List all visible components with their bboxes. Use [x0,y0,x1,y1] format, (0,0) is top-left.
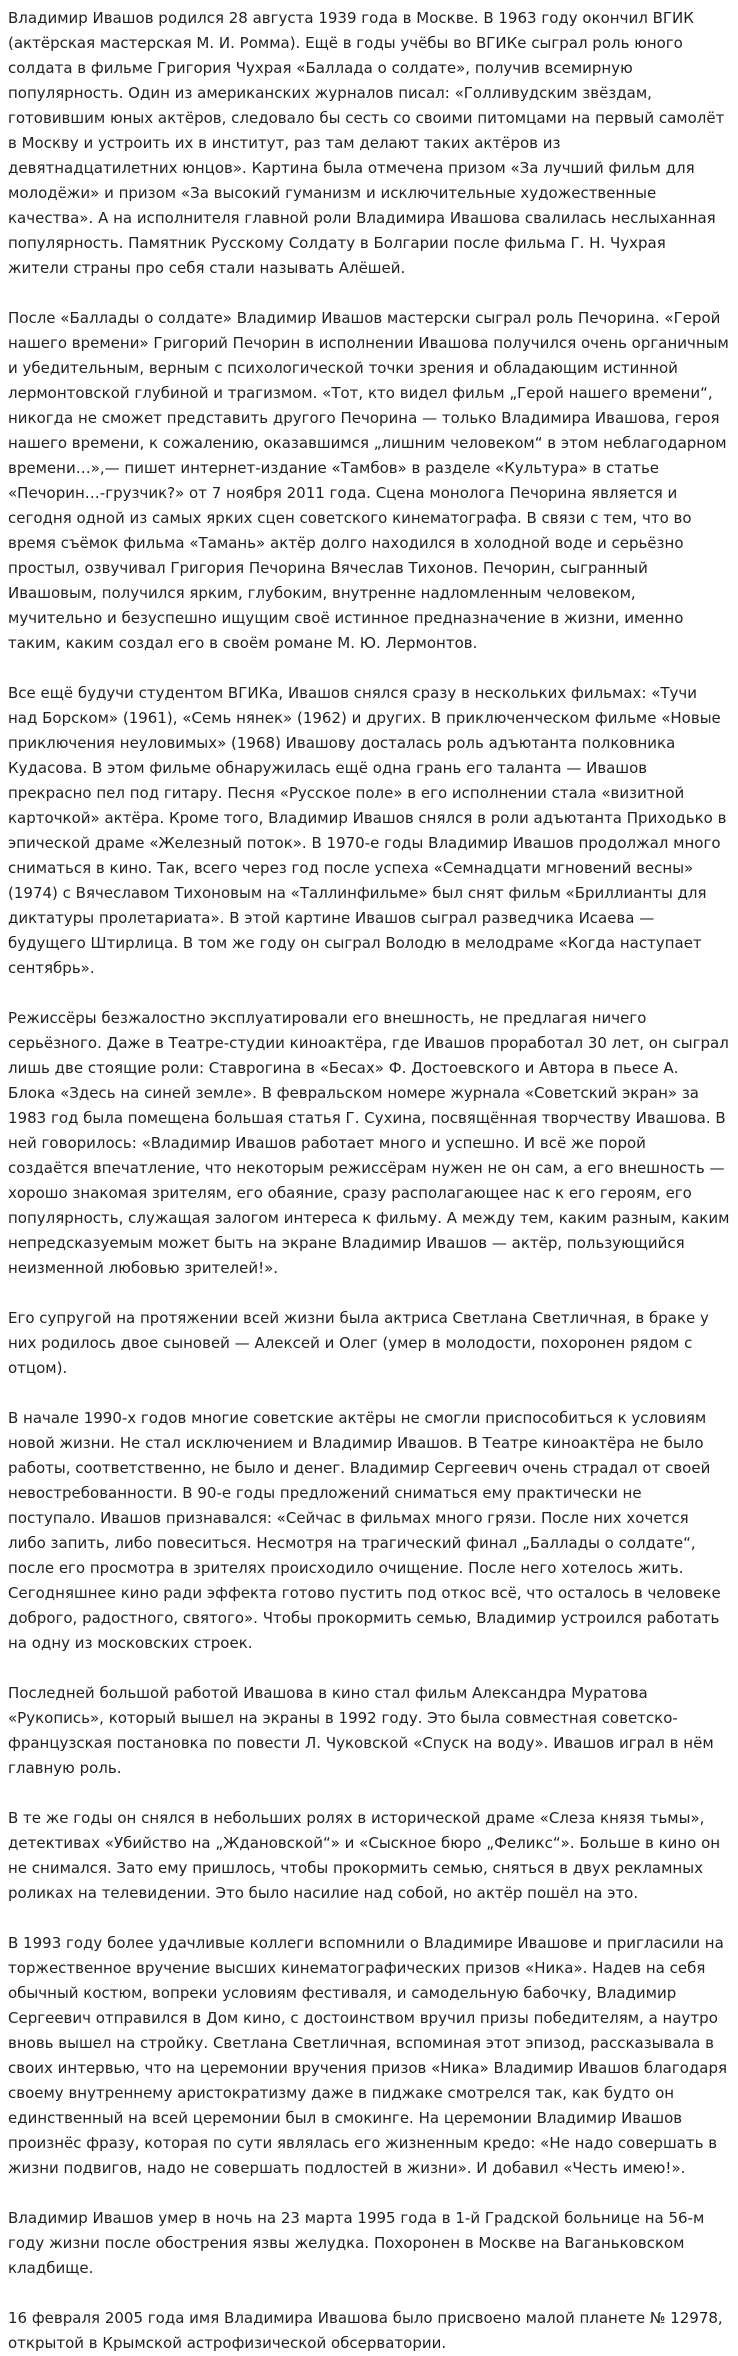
paragraph-family: Его супругой на протяжении всей жизни была актриса Светлана Светличная, в браке у них родилось двое сыновей — Алексей и Олег (умер в молодости, похоронен рядом с отцом). [8,1309,709,1377]
paragraph-small-roles: В те же годы он снялся в небольших ролях в исторической драме «Слеза князя тьмы», детективах «Убийство на „Ждановской“» и «Сыскное бюро „Феликс“». Больше в кино он не снимался. Зато ему пришлось, чтобы прокормить семью, сняться в двух рекламных роликах на телевидении. Это было насилие над собой, но актёр пошёл на это. [8,1809,721,1902]
paragraph-1960s-1970s-films: Все ещё будучи студентом ВГИКа, Ивашов снялся сразу в нескольких фильмах: «Тучи над Борском» (1961), «Семь нянек» (1962) и других. В приключенческом фильме «Новые приключения неуловимых» (1968) Ивашову досталась роль адъютанта полковника Кудасова. В этом фильме обнаружилась ещё одна грань его таланта — Ивашов прекрасно пел под гитару. Песня «Русское поле» в его исполнении стала «визитной карточкой» актёра. Кроме того, Владимир Ивашов снялся в роли адъютанта Приходько в эпической драме «Железный поток». В 1970-е годы Владимир Ивашов продолжал много сниматься в кино. Так, всего через год после успеха «Семнадцати мгновений весны» (1974) с Вячеславом Тихоновым на «Таллинфильме» был снят фильм «Бриллианты для диктатуры пролетариата». В этой картине Ивашов сыграл разведчика Исаева — будущего Штирлица. В том же году он сыграл Володю в мелодраме «Когда наступает сентябрь». [8,684,727,977]
paragraph-1990s-hardship: В начале 1990-х годов многие советские актёры не смогли приспособиться к условиям новой жизни. Не стал исключением и Владимир Ивашов. В Театре киноактёра не было работы, соответственно, не было и денег. Владимир Сергеевич очень страдал от своей невостребованности. В 90-е годы предложений сниматься ему практически не поступало. Ивашов признавался: «Сейчас в фильмах много грязи. После них хочется либо запить, либо повеситься. Несмотря на трагический финал „Баллады о солдате“, после его просмотра в зрителях происходило очищение. После него хотелось жить. Сегодняшнее кино ради эффекта готово пустить под откос всё, что осталось в человеке доброго, радостного, святого». Чтобы прокормить семью, Владимир устроился работать на одну из московских строек. [8,1409,721,1652]
paragraph-pechorin-role: После «Баллады о солдате» Владимир Ивашов мастерски сыграл роль Печорина. «Герой нашего времени» Григорий Печорин в исполнении Ивашова получился очень органичным и убедительным, верным с психологической точки зрения и обладающим истинной лермонтовской глубиной и трагизмом. «Тот, кто видел фильм „Герой нашего времени“, никогда не сможет представить другого Печорина — только Владимира Ивашова, героя нашего времени, к сожалению, оказавшимся „лишним человеком“ в этом неблагодарном времени…»,— пишет интернет-издание «Тамбов» в разделе «Культура» в статье «Печорин…-грузчик?» от 7 ноября 2011 года. Сцена монолога Печорина является и сегодня одной из самых ярких сцен советского кинематографа. В связи с тем, что во время съёмок фильма «Тамань» актёр долго находился в холодной воде и серьёзно простыл, озвучивал Григория Печорина Вячеслав Тихонов. Печорин, сыгранный Ивашовым, получился ярким, глубоким, внутренне надломленным человеком, мучительно и безуспешно ищущим своё истинное предназначение в жизни, именно таким, каким создал его в своём романе М. Ю. Лермонтов. [8,309,729,652]
paragraph-directors-exploitation: Режиссёры безжалостно эксплуатировали его внешность, не предлагая ничего серьёзного. Даже в Театре-студии киноактёра, где Ивашов проработал 30 лет, он сыграл лишь две стоящие роли: Ставрогина в «Бесах» Ф. Достоевского и Автора в пьесе А. Блока «Здесь на синей земле». В февральском номере журнала «Советский экран» за 1983 год была помещена большая статья Г. Сухина, посвящённая творчеству Ивашова. В ней говорилось: «Владимир Ивашов работает много и успешно. И всё же порой создаётся впечатление, что некоторым режиссёрам нужен не он сам, а его внешность — хорошо знакомая зрителям, его обаяние, сразу располагающее нас к его героям, его популярность, служащая залогом интереса к фильму. А между тем, каким разным, каким непредсказуемым может быть на экране Владимир Ивашов — актёр, пользующийся неизменной любовью зрителей!». [8,1009,730,1277]
paragraph-minor-planet: 16 февраля 2005 года имя Владимира Ивашова было присвоено малой планете № 12978, открытой в Крымской астрофизической обсерватории. [8,2309,723,2352]
paragraph-last-film: Последней большой работой Ивашова в кино стал фильм Александра Муратова «Рукопись», который вышел на экраны в 1992 году. Это была совместная советско-французская постановка по повести Л. Чуковской «Спуск на воду». Ивашов играл в нём главную роль. [8,1684,714,1777]
paragraph-biography-early: Владимир Ивашов родился 28 августа 1939 года в Москве. В 1963 году окончил ВГИК (актёрская мастерская М. И. Ромма). Ещё в годы учёбы во ВГИКе сыграл роль юного солдата в фильме Григория Чухрая «Баллада о солдате», получив всемирную популярность. Один из американских журналов писал: «Голливудским звёздам, готовившим юных актёров, следовало бы сесть со своими питомцами на первый самолёт в Москву и устроить их в институт, раз там делают таких актёров из девятнадцатилетних юнцов». Картина была отмечена призом «За лучший фильм для молодёжи» и призом «За высокий гуманизм и исключительные художественные качества». А на исполнителя главной роли Владимира Ивашова свалилась неслыханная популярность. Памятник Русскому Солдату в Болгарии после фильма Г. Н. Чухрая жители страны про себя стали называть Алёшей. [8,9,725,277]
paragraph-nika-ceremony: В 1993 году более удачливые коллеги вспомнили о Владимире Ивашове и пригласили на торжественное вручение высших кинематографических призов «Ника». Надев на себя обычный костюм, вопреки условиям фестиваля, и самодельную бабочку, Владимир Сергеевич отправился в Дом кино, с достоинством вручил призы победителям, а наутро вновь вышел на стройку. Светлана Светличная, вспоминая этот эпизод, рассказывала в своих интервью, что на церемонии вручения призов «Ника» Владимир Ивашов благодаря своему внутреннему аристократизму даже в пиджаке смотрелся так, как будто он единственный на всей церемонии был в смокинге. На церемонии Владимир Ивашов произнёс фразу, которая по сути являлась его жизненным кредо: «Не надо совершать в жизни подвигов, надо не совершать подлостей в жизни». И добавил «Честь имею!». [8,1934,728,2177]
paragraph-death: Владимир Ивашов умер в ночь на 23 марта 1995 года в 1-й Градской больнице на 56-м году жизни после обострения язвы желудка. Похоронен в Москве на Ваганьковском кладбище. [8,2209,705,2277]
